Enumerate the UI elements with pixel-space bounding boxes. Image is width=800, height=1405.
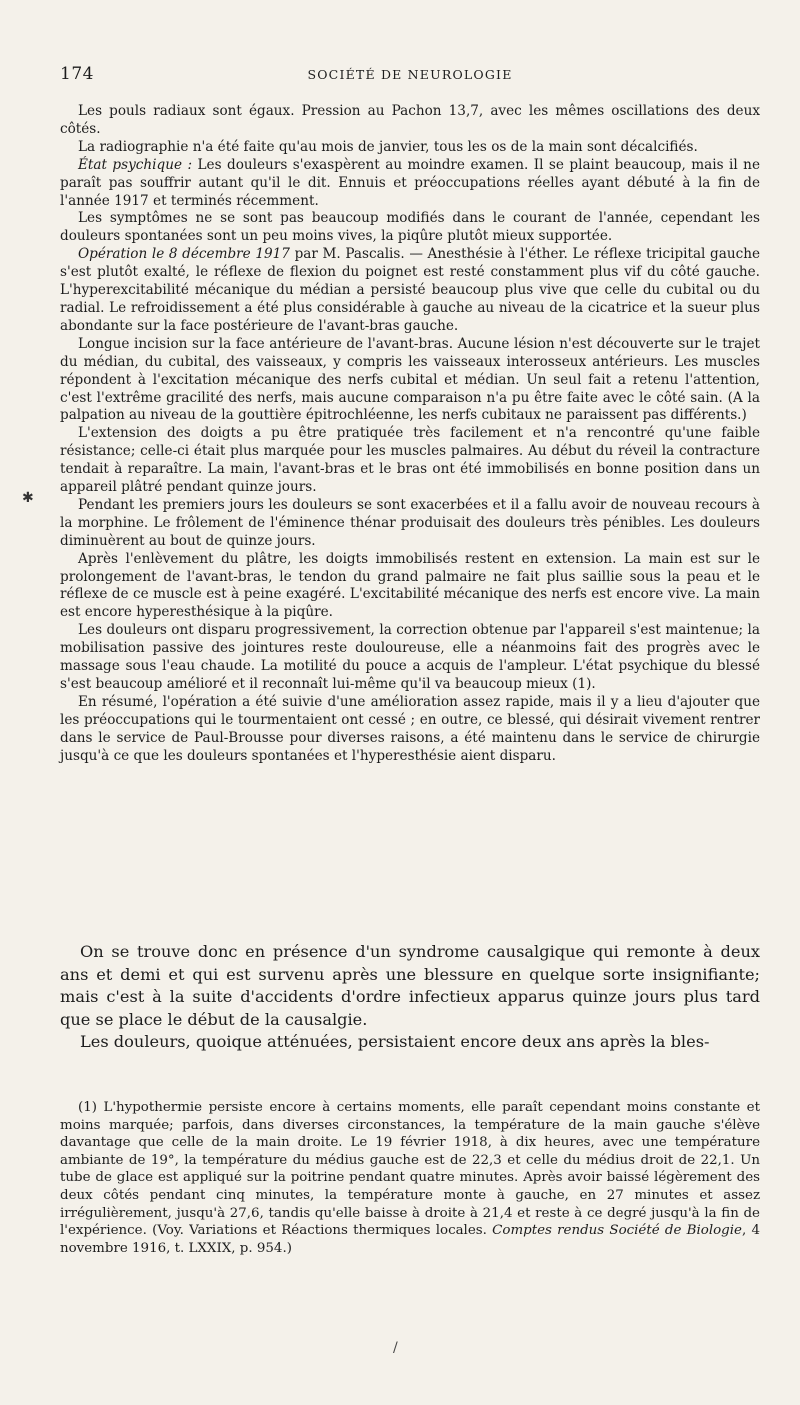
paragraph: Pendant les premiers jours les douleurs se sont exacerbées et il a fallu avoir de nouveau recours à la morphine. Le frôlement de l'éminence thénar produisait des douleurs très pénibles. Les douleurs diminuèrent au bout de quinze jours. [60,496,760,549]
citation: Comptes rendus Société de Biologie [492,1223,742,1239]
paragraph: La radiographie n'a été faite qu'au mois de janvier, tous les os de la main sont décalcifiés. [78,138,698,155]
footnote: (1) L'hypothermie persiste encore à certains moments, elle paraît cependant moins constante et moins marquée; parfois, dans diverses circonstances, la température de la main gauche s'élève davantage que celle de la main droite. Le 19 février 1918, à dix heures, avec une température ambiante de 19°, la température du médius gauche est de 22,3 et celle du médius droit de 22,1. Un tube de glace est appliqué sur la poitrine pendant quatre minutes. Après avoir baissé légèrement des deux côtés pendant cinq minutes, la température monte à gauche, en 27 minutes et assez irrégulièrement, jusqu'à 27,6, tandis qu'elle baisse à droite à 21,4 et reste à ce degré jusqu'à la fin de l'expérience. (Voy. Variations et Réactions thermiques locales. Comptes rendus Société de Biologie, 4 novembre 1916, t. LXXIX, p. 954.) [60,1100,760,1256]
italic-lead: État psychique : [78,156,193,173]
paragraph: L'extension des doigts a pu être pratiquée très facilement et n'a rencontré qu'une faible résistance; celle-ci était plus marquée pour les muscles palmaires. Au début du réveil la contracture tendait à reparaître. La main, l'avant-bras et le bras ont été immobilisés en bonne position dans un appareil plâtré pendant quinze jours. [60,425,760,496]
paragraph: Longue incision sur la face antérieure de l'avant-bras. Aucune lésion n'est découverte sur le trajet du médian, du cubital, des vaisseaux, y compris les vaisseaux interosseux antérieurs. Les muscles répondent à l'excitation mécanique des nerfs cubital et médian. Un seul fait a retenu l'attention, c'est l'extrême gracilité des nerfs, mais aucune comparaison n'a pu être faite avec le côté sain. (A la palpation au niveau de la gouttière épitrochléenne, les nerfs cubitaux ne paraissent pas différents.) [60,335,760,424]
page-header [60,64,760,86]
paragraph: Après l'enlèvement du plâtre, les doigts immobilisés restent en extension. La main est sur le prolongement de l'avant-bras, le tendon du grand palmaire ne fait plus saillie sous la peau et le réflexe de ce muscle est à peine exagéré. L'excitabilité mécanique des nerfs est encore vive. La main est encore hyperesthésique à la piqûre. [60,550,760,621]
paragraph: En résumé, l'opération a été suivie d'une amélioration assez rapide, mais il y a lieu d'ajouter que les préoccupations qui le tourmentaient ont cessé ; en outre, ce blessé, qui désirait vivement rentrer dans le service de Paul-Brousse pour diverses raisons, a été maintenu dans le service de chirurgie jusqu'à ce que les douleurs spontanées et l'hyperesthésie aient disparu. [60,693,760,764]
paragraph: État psychique : Les douleurs s'exaspèrent au moindre examen. Il se plaint beaucoup, mais il ne paraît pas souffrir autant qu'il le dit. Ennuis et préoccupations réelles ayant débuté à la fin de l'année 1917 et terminés récemment. [60,156,760,209]
paragraph: Les pouls radiaux sont égaux. Pression au Pachon 13,7, avec les mêmes oscillations des deux côtés. [60,103,760,137]
page-number: 174 [60,64,94,84]
paragraph: Les douleurs ont disparu progressivement, la correction obtenue par l'appareil s'est maintenue; la mobilisation passive des jointures reste douloureuse, elle a néanmoins fait des progrès avec le massage sous l'eau chaude. La motilité du pouce a acquis de l'ampleur. L'état psychique du blessé s'est beaucoup amélioré et il reconnaît lui-même qu'il va beaucoup mieux (1). [60,622,760,692]
paragraph: Les douleurs, quoique atténuées, persistaient encore deux ans après la bles- [80,1032,710,1052]
stray-mark: / [393,1340,398,1356]
case-report-body [60,103,760,766]
margin-mark: ✱ [22,490,34,506]
discussion-body [60,941,760,1054]
running-head: SOCIÉTÉ DE NEUROLOGIE [307,67,513,82]
paragraph: On se trouve donc en présence d'un syndrome causalgique qui remonte à deux ans et demi et qui est survenu après une blessure en quelque sorte insignifiante; mais c'est à la suite d'accidents d'ordre infectieux apparus quinze jours plus tard que se place le début de la causalgie. [60,942,760,1029]
paragraph: Opération le 8 décembre 1917 par M. Pascalis. — Anesthésie à l'éther. Le réflexe tricipital gauche s'est plutôt exalté, le réflexe de flexion du poignet est resté constamment plus vif du côté gauche. L'hyperexcitabilité mécanique du médian a persisté beaucoup plus vive que celle du cubital ou du radial. Le refroidissement a été plus considérable à gauche au niveau de la cicatrice et la sueur plus abondante sur la face postérieure de l'avant-bras gauche. [60,246,761,334]
paragraph: Les symptômes ne se sont pas beaucoup modifiés dans le courant de l'année, cependant les douleurs spontanées sont un peu moins vives, la piqûre plutôt mieux supportée. [60,210,760,245]
italic-lead: Opération le 8 décembre 1917 [78,246,290,263]
